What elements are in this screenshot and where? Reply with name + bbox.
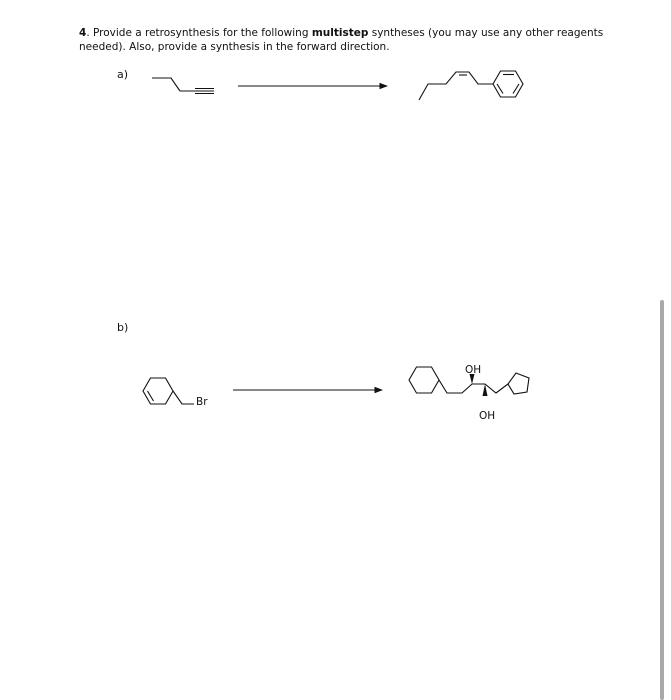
vertical-scrollbar[interactable]: [660, 300, 664, 700]
part-a-starting-material: [152, 78, 214, 94]
part-b-label: b): [117, 321, 129, 334]
question-bold-word: multistep: [311, 27, 369, 39]
bromine-label: Br: [196, 396, 208, 408]
hydroxyl-label-top: OH: [465, 364, 482, 376]
part-a-product: [419, 71, 523, 100]
question-rest: syntheses (you may use any other reagents needed). Also, provide a synthesis in the forward direction.: [79, 27, 604, 53]
hydroxyl-label-bottom: OH: [479, 410, 496, 422]
part-b-starting-material: [143, 378, 194, 404]
question-number: 4: [79, 27, 87, 39]
question-intro: . Provide a retrosynthesis for the following: [86, 27, 312, 39]
part-a-label: a): [117, 68, 129, 81]
